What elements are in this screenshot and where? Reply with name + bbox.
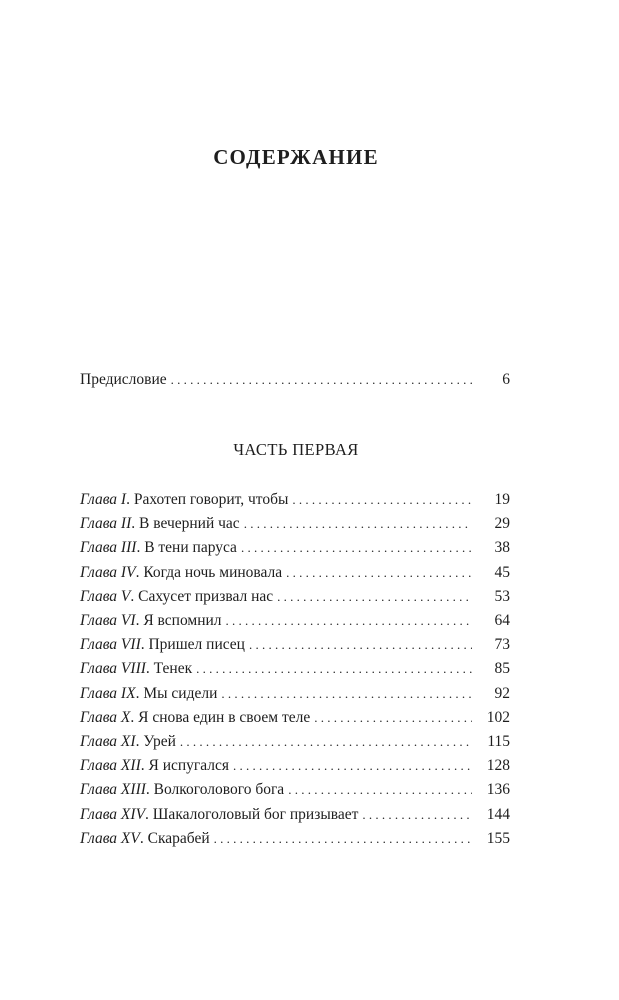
dot-leader	[180, 732, 472, 752]
toc-page-number: 64	[494, 612, 510, 629]
toc-page-number: 92	[494, 684, 510, 702]
toc-entry-chapter	[80, 635, 510, 655]
chapter-title: Волкоголового бога	[153, 781, 285, 799]
toc-entry-label: Глава IV. Когда ночь миновала	[80, 563, 283, 581]
chapter-number: Глава III	[80, 539, 137, 557]
page-title: СОДЕРЖАНИЕ	[213, 145, 379, 169]
dot-leader	[196, 659, 472, 679]
chapter-number: Глава X	[80, 708, 131, 726]
dot-leader	[233, 756, 472, 776]
toc-entry-label: Глава VI. Я вспомнил	[80, 612, 222, 629]
chapter-title: В тени паруса	[144, 539, 237, 557]
dot-leader	[214, 829, 472, 849]
toc-page-number: 73	[494, 636, 510, 654]
part-heading: ЧАСТЬ ПЕРВАЯ	[233, 440, 359, 459]
toc-entry-label: Глава II. В вечерний час	[80, 515, 240, 533]
chapter-title: Тенек	[153, 660, 193, 678]
dot-leader	[314, 708, 472, 728]
dot-leader	[226, 611, 472, 631]
toc-entry-label: Глава VIII. Тенек	[80, 660, 193, 678]
toc-entry-label: Предисловие	[80, 371, 167, 388]
chapter-title: Мы сидели	[143, 684, 218, 702]
chapter-title: Я испугался	[148, 757, 230, 775]
dot-leader	[288, 780, 472, 800]
dot-leader	[277, 587, 472, 607]
toc-entry-chapter	[80, 538, 510, 558]
toc-entry-chapter	[80, 490, 510, 510]
dot-leader	[171, 370, 472, 390]
toc-entry-label: Глава XII. Я испугался	[80, 757, 230, 775]
chapter-number: Глава XII	[80, 757, 141, 775]
chapter-number: Глава XI	[80, 733, 136, 750]
chapter-number: Глава IV	[80, 563, 136, 581]
toc-entry-chapter	[80, 780, 510, 800]
chapter-number: Глава V	[80, 587, 131, 605]
toc-entry-label: Глава XIII. Волкоголового бога	[80, 781, 285, 799]
chapter-title: Сахусет призвал нас	[138, 587, 274, 605]
toc-page-number: 19	[494, 491, 510, 508]
dot-leader	[249, 635, 472, 655]
dot-leader	[244, 514, 472, 534]
chapter-number: Глава XV	[80, 829, 140, 847]
dot-leader	[292, 490, 472, 510]
toc-page-number: 136	[486, 781, 510, 799]
chapter-title: Урей	[143, 733, 176, 750]
chapter-title: Я снова един в своем теле	[138, 708, 311, 726]
dot-leader	[286, 563, 472, 583]
toc-page-number: 102	[486, 708, 510, 726]
chapter-number: Глава II	[80, 515, 132, 533]
toc-page-number: 53	[494, 587, 510, 605]
toc-entry-chapter	[80, 587, 510, 607]
toc-page-number: 29	[494, 515, 510, 533]
chapter-title: Рахотеп говорит, чтобы	[133, 491, 289, 508]
toc-entry-label: Глава X. Я снова един в своем теле	[80, 708, 311, 726]
dot-leader	[362, 805, 472, 825]
toc-entry-chapter	[80, 805, 510, 825]
chapter-number: Глава XIV	[80, 805, 146, 823]
chapter-title: Пришел писец	[148, 636, 245, 654]
toc-entry-label: Глава XIV. Шакалоголовый бог призывает	[80, 805, 359, 823]
chapter-number: Глава I	[80, 491, 127, 508]
toc-entry-label: Глава XV. Скарабей	[80, 829, 210, 847]
dot-leader	[221, 684, 472, 704]
toc-entry-label: Глава III. В тени паруса	[80, 539, 237, 557]
toc-entry-chapter	[80, 563, 510, 583]
toc-entry-label: Глава IX. Мы сидели	[80, 684, 218, 702]
chapter-title: Я вспомнил	[143, 612, 222, 629]
toc-entry-label: Глава V. Сахусет призвал нас	[80, 587, 274, 605]
toc-page-number: 38	[494, 539, 510, 557]
toc-entry-chapter	[80, 659, 510, 679]
chapter-title: В вечерний час	[139, 515, 240, 533]
toc-entry-chapter	[80, 756, 510, 776]
toc-entry-label: Глава VII. Пришел писец	[80, 636, 245, 654]
chapter-number: Глава IX	[80, 684, 136, 702]
toc-entry-chapter	[80, 829, 510, 849]
chapter-title: Скарабей	[147, 829, 210, 847]
chapter-number: Глава VIII	[80, 660, 146, 678]
toc-entry-preface	[80, 370, 510, 390]
chapter-title: Когда ночь миновала	[143, 563, 283, 581]
chapter-number: Глава VII	[80, 636, 141, 654]
toc-page-number: 85	[494, 660, 510, 678]
toc-entry-chapter	[80, 708, 510, 728]
toc-page-number: 6	[502, 371, 510, 388]
toc-entry-chapter	[80, 684, 510, 704]
toc-page-number: 128	[486, 757, 510, 775]
chapter-number: Глава VI	[80, 612, 136, 629]
toc-page-number: 45	[494, 563, 510, 581]
chapter-number: Глава XIII	[80, 781, 146, 799]
toc-entry-label: Глава XI. Урей	[80, 733, 176, 750]
toc-entry-chapter	[80, 514, 510, 534]
toc-page-number: 115	[487, 733, 510, 750]
toc-entry-chapter	[80, 732, 510, 752]
chapter-title: Шакалоголовый бог призывает	[152, 805, 359, 823]
toc-page-number: 144	[486, 805, 510, 823]
toc-entry-chapter	[80, 611, 510, 631]
toc-entry-label: Глава I. Рахотеп говорит, чтобы	[80, 491, 289, 508]
toc-page-number: 155	[486, 829, 510, 847]
dot-leader	[241, 538, 472, 558]
